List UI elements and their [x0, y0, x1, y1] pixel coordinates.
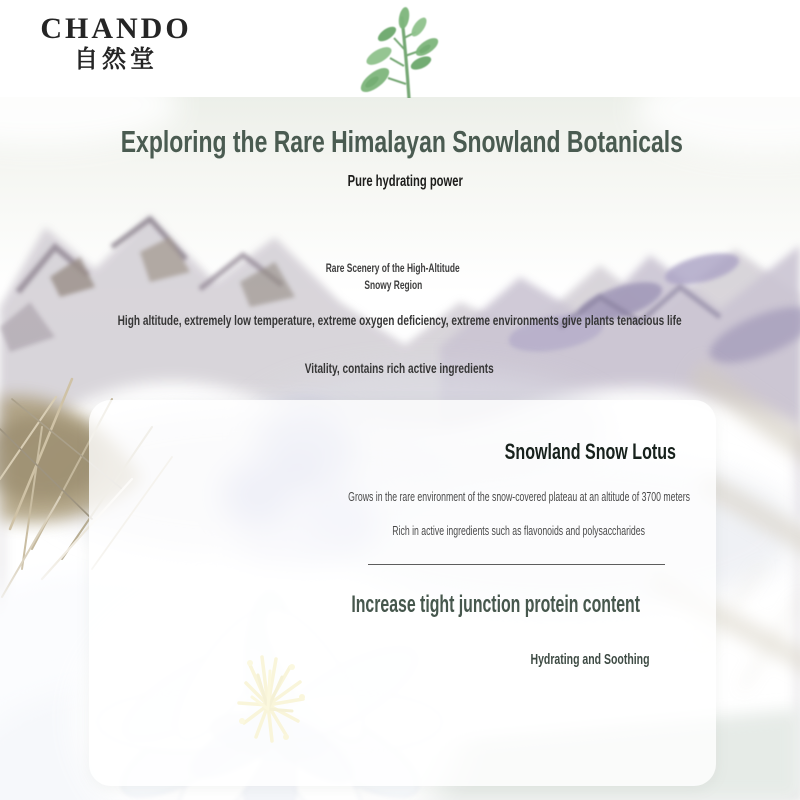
scenery-caption-line1: Rare Scenery of the High-Altitude [326, 261, 460, 275]
plant-sprig-icon [352, 6, 456, 98]
brand-logo [28, 12, 204, 73]
scenery-caption-line2: Snowy Region [364, 278, 422, 292]
brand-logo-chinese: 自然堂 [74, 47, 158, 73]
brand-logo-text: CHANDO [40, 12, 192, 45]
page-subtitle-text: Pure hydrating power [347, 173, 463, 190]
page-title-text: Exploring the Rare Himalayan Snowland Botanicals [120, 124, 684, 159]
page: CHANDO 自然堂 Exploring the Rare Himalayan Snowland Botanicals Pure hydrating power Rare Scenery of the High-Altitude Snowy Region High altitude, extremely low temperature, extreme oxygen deficiency, extreme environments give plants tenacious life Vitality, contains rich active ingredients Snowland Snow Lotus Grows in the rare environment of the snow-covered plateau at an altitude of 3700 meters Rich in active ingredients such as flavonoids and polysaccharides Increase tight junction protein content Hydrating and Soothing [0, 0, 800, 800]
card-divider [368, 564, 665, 565]
